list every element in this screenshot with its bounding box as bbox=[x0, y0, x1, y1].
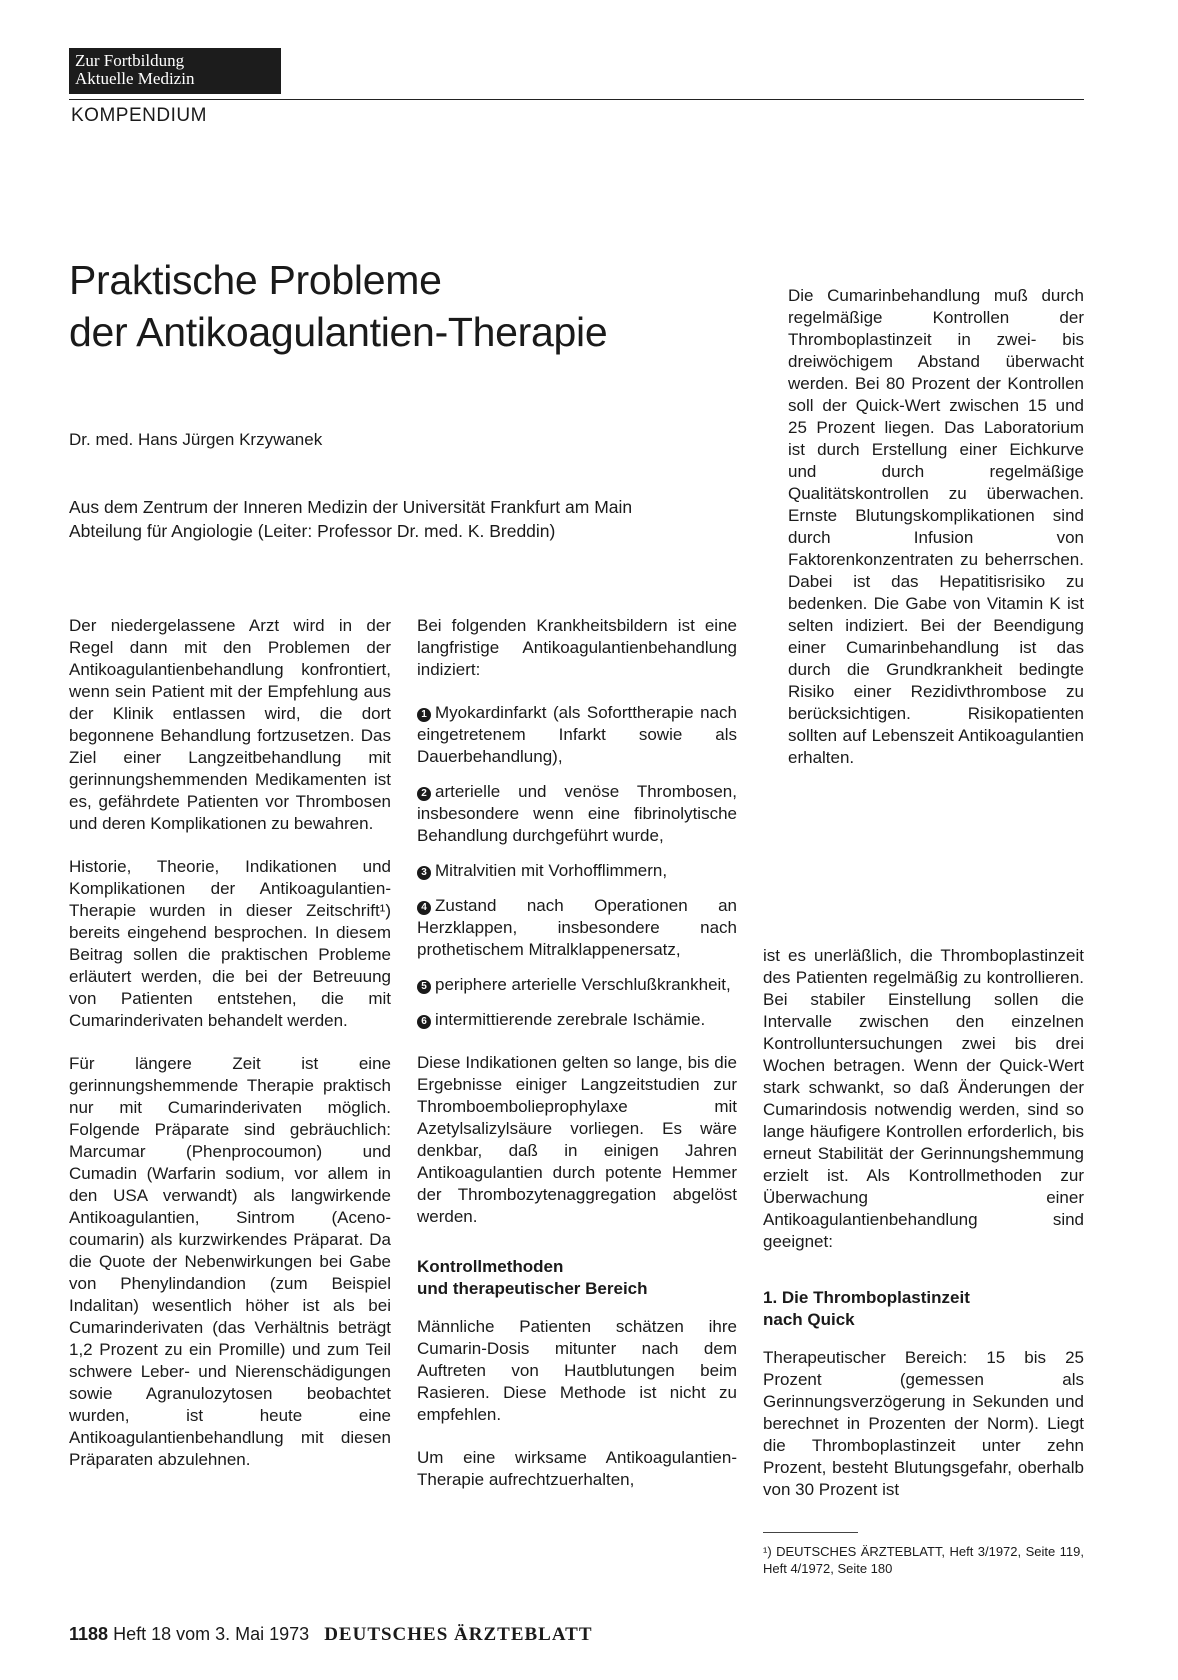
number-badge-icon: 4 bbox=[417, 901, 431, 915]
heading-line-1: 1. Die Thromboplastinzeit bbox=[763, 1288, 970, 1307]
indication-text: Zustand nach Operationen an Herzklappen, insbesondere nach prothetischem Mitralklappenersatz, bbox=[417, 896, 737, 959]
affiliation-line-2: Abteilung für Angiologie (Leiter: Professor Dr. med. K. Breddin) bbox=[69, 521, 556, 541]
paragraph: Diese Indikationen gelten so lange, bis die Ergebnisse einiger Langzeitstudien zur Thromboembolieprophylaxe mit Azetylsalizylsäure vorliegen. Es wäre denkbar, daß in einigen Jahren Antikoagulantien durch potente Hemmer der Thrombozytenaggregation abgelöst werden. bbox=[417, 1053, 737, 1226]
indication-text: intermittierende zerebrale Ischämie. bbox=[435, 1010, 706, 1029]
column-3-lower bbox=[763, 945, 1084, 1522]
rubric-box bbox=[69, 48, 281, 94]
section-label: KOMPENDIUM bbox=[71, 105, 207, 126]
section-heading bbox=[417, 1256, 737, 1300]
paragraph: Historie, Theorie, Indikationen und Komplikationen der Antikoagulantien-Therapie wurden in dieser Zeitschrift¹) bereits eingehend besprochen. In diesem Beitrag sollen die praktischen Probleme erläutert werden, die bei der Betreuung von Patienten entstehen, die mit Cumarinderivaten behandelt werden. bbox=[69, 857, 391, 1030]
paragraph: ist es unerläßlich, die Thromboplastinzeit des Patienten regelmäßig zu kontrollieren. Bei stabiler Einstellung sollen die Intervalle zwischen den einzelnen Kontrolluntersuchungen zwei bis drei Wochen betragen. Wenn der Quick-Wert stark schwankt, so daß Änderungen der Cumarindosis notwendig werden, sind so lange häufigere Kontrollen erforderlich, bis erneut Stabilität der Gerinnungshemmung erzielt ist. Als Kontrollmethoden zur Überwachung einer Antikoagulantienbehandlung sind geeignet: bbox=[763, 946, 1084, 1251]
indication-item bbox=[417, 1009, 737, 1031]
column-3-upper bbox=[788, 285, 1084, 790]
indication-item bbox=[417, 702, 737, 768]
header-rule bbox=[69, 99, 1084, 100]
rubric-line-2: Aktuelle Medizin bbox=[75, 69, 195, 88]
paragraph: Der niedergelassene Arzt wird in der Regel dann mit den Problemen der Antikoagulantienbehandlung konfrontiert, wenn sein Patient mit der Empfehlung aus der Klinik entlassen wird, die dort begonnene Behandlung fortzusetzen. Das Ziel einer Langzeitbehandlung mit gerinnungshemmenden Medikamenten ist es, gefährdete Patienten vor Thrombosen und deren Komplikationen zu bewahren. bbox=[69, 616, 391, 833]
rubric-line-1: Zur Fortbildung bbox=[75, 51, 185, 70]
column-2 bbox=[417, 615, 737, 1512]
affiliation-line-1: Aus dem Zentrum der Inneren Medizin der Universität Frankfurt am Main bbox=[69, 497, 633, 517]
article-title bbox=[69, 254, 769, 358]
indication-text: Myokardinfarkt (als Soforttherapie nach eingetretenem Infarkt sowie als Dauerbehandlung), bbox=[417, 703, 737, 766]
section-heading bbox=[763, 1287, 1084, 1331]
indication-text: Mitralvitien mit Vorhofflimmern, bbox=[435, 861, 668, 880]
indication-item bbox=[417, 781, 737, 847]
indication-item bbox=[417, 860, 737, 882]
issue-info: Heft 18 vom 3. Mai 1973 bbox=[113, 1624, 310, 1644]
page-number: 1188 bbox=[69, 1624, 109, 1644]
paragraph: Männliche Patienten schätzen ihre Cumarin-Dosis mitunter nach dem Auftreten von Hautblutungen beim Rasieren. Diese Methode ist nicht zu empfehlen. bbox=[417, 1317, 737, 1424]
paragraph: Für längere Zeit ist eine gerinnungshemmende Therapie praktisch nur mit Cumarinderivaten möglich. Folgende Präparate sind gebräuchlich: Marcumar (Phenprocoumon) und Cumadin (Warfarin sodium, vor allem in den USA verwandt) als langwirkende Antikoagulantien, Sintrom (Aceno-coumarin) als kurzwirkendes Präparat. Da die Quote der Nebenwirkungen bei Gabe von Phenylindandion (zum Beispiel Indalitan) wesentlich höher ist als bei Cumarinderivaten (das Verhältnis beträgt 1,2 Prozent zu ein Promille) und zum Teil schwere Leber- und Nierenschädigungen sowie Agranulozytosen beobachtet wurden, ist heute eine Antikoagulantienbehandlung mit diesen Präparaten abzulehnen. bbox=[69, 1054, 391, 1469]
journal-name: DEUTSCHES ÄRZTEBLATT bbox=[324, 1624, 593, 1645]
column-1 bbox=[69, 615, 391, 1492]
indication-text: periphere arterielle Verschlußkrankheit, bbox=[435, 975, 731, 994]
indication-item bbox=[417, 974, 737, 996]
number-badge-icon: 5 bbox=[417, 980, 431, 994]
title-line-1: Praktische Probleme bbox=[69, 257, 442, 303]
affiliation bbox=[69, 495, 749, 543]
heading-line-2: und therapeutischer Bereich bbox=[417, 1279, 648, 1298]
number-badge-icon: 2 bbox=[417, 787, 431, 801]
indication-text: arterielle und venöse Thrombosen, insbesondere wenn eine fibrinolytische Behandlung durchgeführt wurde, bbox=[417, 782, 737, 845]
footnote: ¹) DEUTSCHES ÄRZTEBLATT, Heft 3/1972, Seite 119, Heft 4/1972, Seite 180 bbox=[763, 1544, 1084, 1576]
number-badge-icon: 3 bbox=[417, 866, 431, 880]
page-footer bbox=[69, 1624, 593, 1646]
title-line-2: der Antikoagulantien-Therapie bbox=[69, 309, 608, 355]
indication-item bbox=[417, 895, 737, 961]
paragraph: Bei folgenden Krankheitsbildern ist eine langfristige Antikoagulantienbehandlung indiziert: bbox=[417, 616, 737, 679]
heading-line-1: Kontrollmethoden bbox=[417, 1257, 564, 1276]
number-badge-icon: 1 bbox=[417, 708, 431, 722]
paragraph: Die Cumarinbehandlung muß durch regelmäßige Kontrollen der Thromboplastinzeit in zwei- bis dreiwöchigem Abstand überwacht werden. Bei 80 Prozent der Kontrollen soll der Quick-Wert zwischen 15 und 25 Prozent liegen. Das Laboratorium ist durch Erstellung einer Eichkurve und durch regelmäßige Qualitätskontrollen zu überwachen. Ernste Blutungskomplikationen sind durch Infusion von Faktorenkonzentraten zu beherrschen. Dabei ist das Hepatitisrisiko zu bedenken. Die Gabe von Vitamin K ist selten indiziert. Bei der Beendigung einer Cumarinbehandlung ist das durch die Grundkrankheit bedingte Risiko einer Rezidivthrombose zu berücksichtigen. Risikopatienten sollten auf Lebenszeit Antikoagulantien erhalten. bbox=[788, 286, 1084, 767]
paragraph: Um eine wirksame Antikoagulantien-Therapie aufrechtzuerhalten, bbox=[417, 1448, 737, 1489]
footnote-rule bbox=[763, 1532, 858, 1533]
heading-line-2: nach Quick bbox=[763, 1310, 855, 1329]
paragraph: Therapeutischer Bereich: 15 bis 25 Prozent (gemessen als Gerinnungsverzögerung in Sekunden und berechnet in Prozenten der Norm). Liegt die Thromboplastinzeit unter zehn Prozent, besteht Blutungsgefahr, oberhalb von 30 Prozent ist bbox=[763, 1348, 1084, 1499]
number-badge-icon: 6 bbox=[417, 1015, 431, 1029]
author-line: Dr. med. Hans Jürgen Krzywanek bbox=[69, 430, 323, 449]
